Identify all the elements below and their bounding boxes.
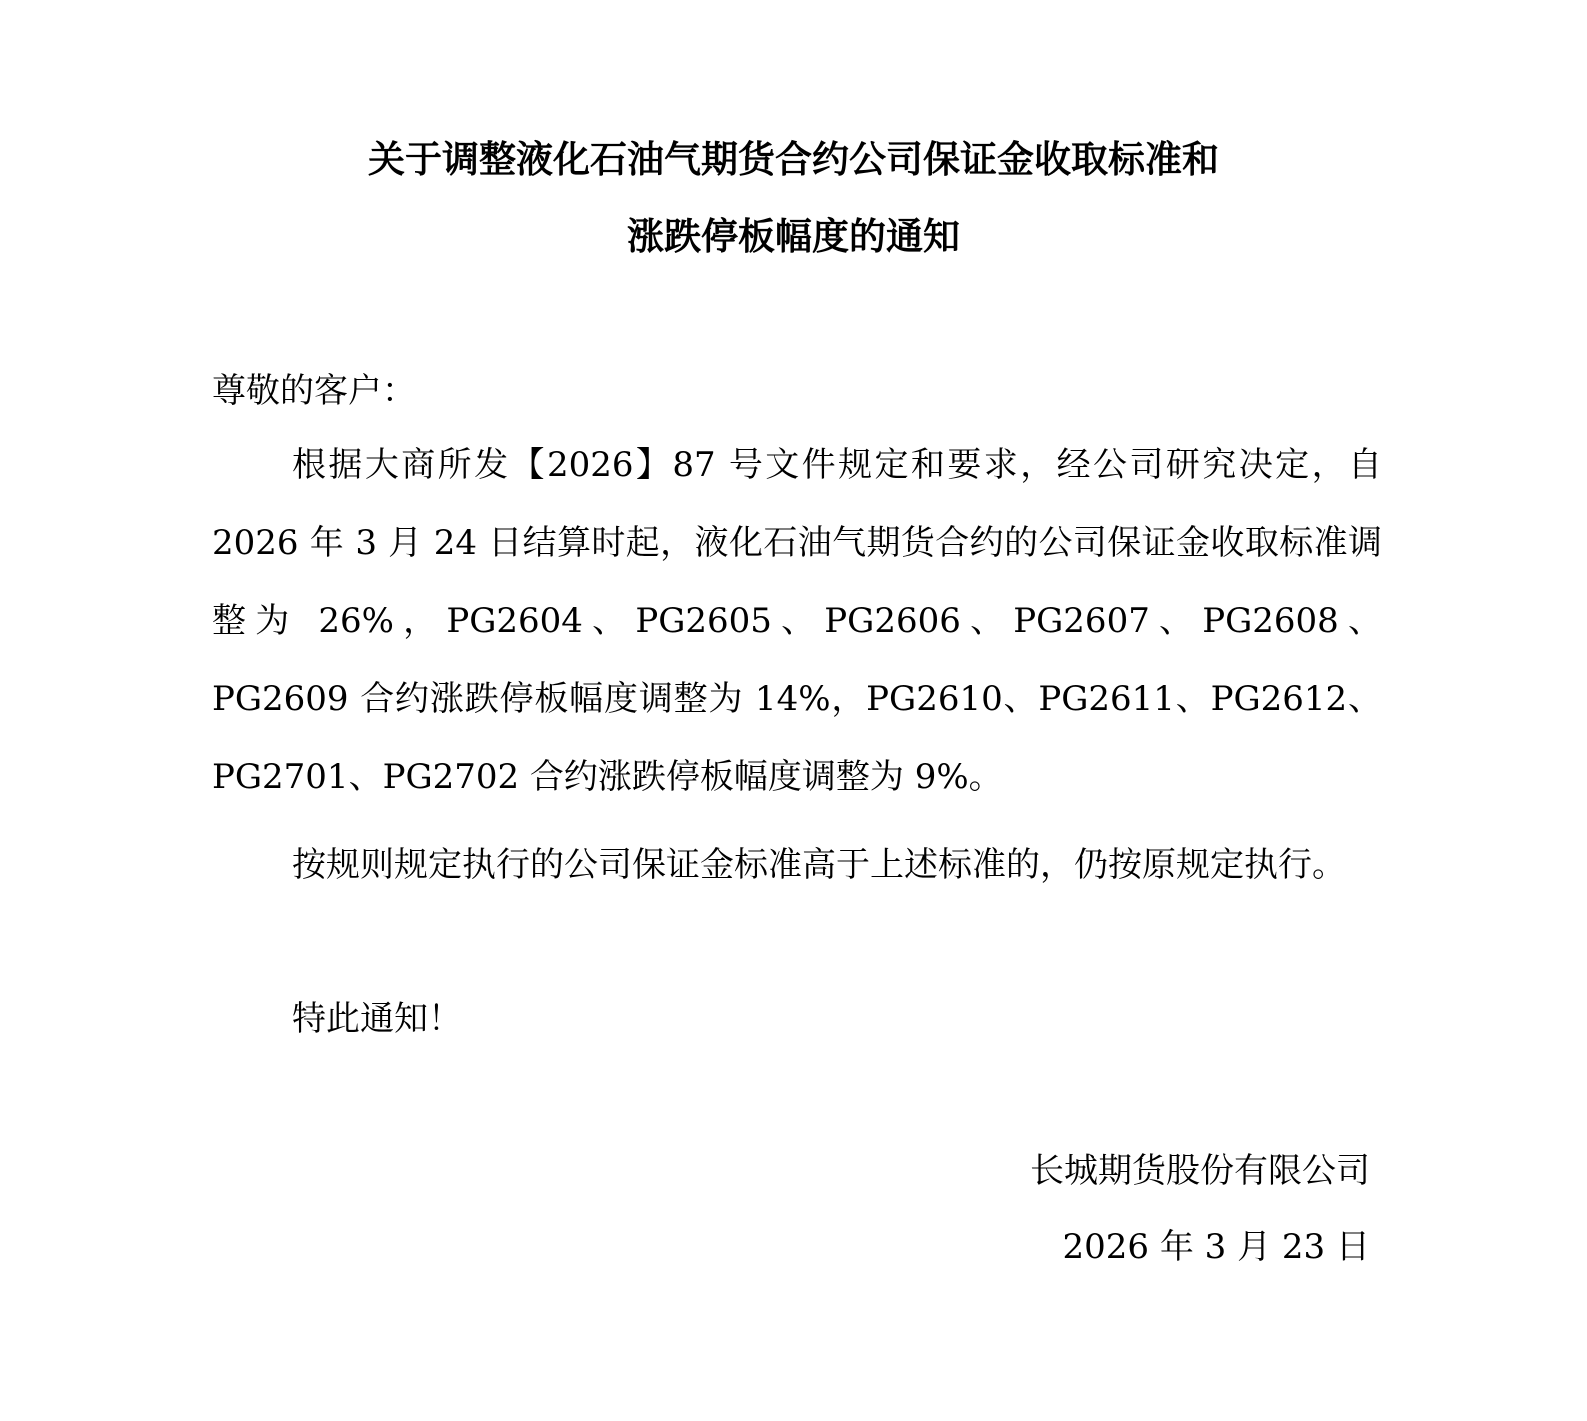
signature-company: 长城期货股份有限公司 bbox=[1030, 1151, 1370, 1191]
body-paragraph-rule: 按规则规定执行的公司保证金标准高于上述标准的，仍按原规定执行。 bbox=[292, 845, 1346, 885]
signature-date: 2026 年 3 月 23 日 bbox=[1062, 1227, 1370, 1267]
closing-remark: 特此通知！ bbox=[292, 999, 462, 1039]
body-paragraph-adjustment: 根据大商所发【2026】87 号文件规定和要求，经公司研究决定，自 2026 年 3 月 24 日结算时起，液化石油气期货合约的公司保证金收取标准调整为 26%，PG2604、PG2605、PG2606、PG2607、PG2608、PG2609 合约涨跌停板幅度调整为 14%，PG2610、PG2611、PG2612、PG2701、PG2702 合约涨跌停板幅度调整为 9%。 bbox=[212, 445, 1382, 797]
notice-title-line-1: 关于调整液化石油气期货合约公司保证金收取标准和 bbox=[368, 137, 1219, 181]
notice-title-line-2: 涨跌停板幅度的通知 bbox=[627, 214, 960, 258]
salutation: 尊敬的客户： bbox=[212, 371, 416, 411]
